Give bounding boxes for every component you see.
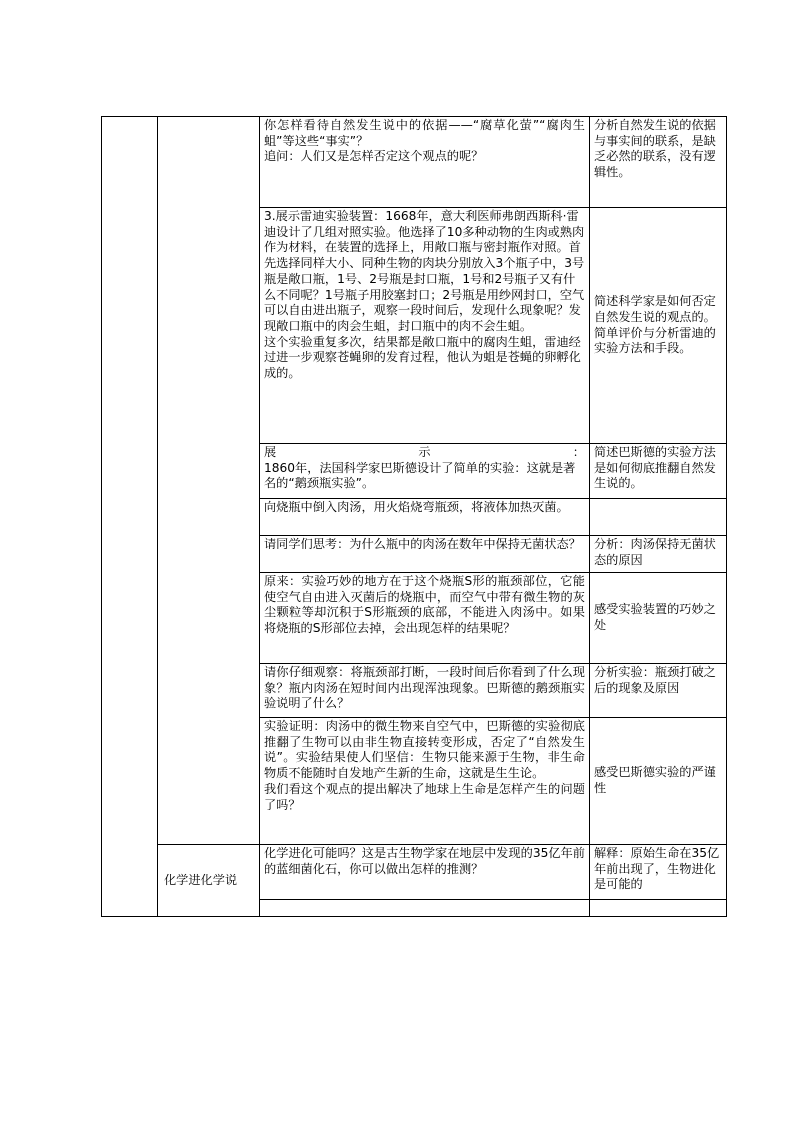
content-text: 3.展示雷迪实验装置：1668年，意大利医师弗朗西斯科·雷迪设计了几组对照实验。他选择了10多种动物的生肉或熟肉作为材料，在装置的选择上，用敞口瓶与密封瓶作对照。首先选择同样大小、同种生物的肉块分别放入3个瓶子中，3号瓶是敞口瓶，1号、2号瓶是封口瓶，1号和2号瓶子又有什么不同呢？1号瓶子用胶塞封口；2号瓶是用纱网封口，空气可以自由进出瓶子，观察一段时间后，发现什么现象呢？发现敞口瓶中的肉会生蛆，封口瓶中的肉不会生蛆。 — [264, 209, 585, 333]
note-cell: 分析：肉汤保持无菌状态的原因 — [590, 536, 727, 573]
lesson-plan-table — [101, 116, 727, 917]
content-text: 1860年，法国科学家巴斯德设计了简单的实验：这就是著名的“鹅颈瓶实验”。 — [264, 460, 576, 491]
content-cell: 原来：实验巧妙的地方在于这个烧瓶S形的瓶颈部位，它能使空气自由进入灭菌后的烧瓶中，而空气中带有微生物的灰尘颗粒等却沉积于S形瓶颈的底部，不能进入肉汤中。如果将烧瓶的S形部位去掉，会出现怎样的结果呢？ — [260, 573, 590, 664]
content-cell: 请你仔细观察：将瓶颈部打断，一段时间后你看到了什么现象？瓶内肉汤在短时间内出现浑浊现象。巴斯德的鹅颈瓶实验说明了什么？ — [260, 664, 590, 718]
content-text: 追问：人们又是怎样否定这个观点的呢？ — [264, 149, 484, 164]
note-cell: 分析自然发生说的依据与事实间的联系，是缺乏必然的联系，没有逻辑性。 — [590, 117, 727, 208]
content-cell: 请同学们思考：为什么瓶中的肉汤在数年中保持无菌状态？ — [260, 536, 590, 573]
note-cell — [590, 499, 727, 536]
note-cell: 简述巴斯德的实验方法是如何彻底推翻自然发生说的。 — [590, 444, 727, 499]
note-cell: 解释：原始生命在35亿年前出现了，生物进化是可能的 — [590, 845, 727, 900]
content-cell — [260, 718, 590, 845]
table-row — [102, 845, 727, 900]
content-cell: 化学进化可能吗？这是古生物学家在地层中发现的35亿年前的蓝细菌化石，你可以做出怎样的推测？ — [260, 845, 590, 900]
stage-label: 化学进化学说 — [158, 845, 260, 917]
content-text: 这个实验重复多次，结果都是敞口瓶中的腐肉生蛆，雷迪经过进一步观察苍蝇卵的发育过程，他认为蛆是苍蝇的卵孵化成的。 — [264, 334, 581, 381]
content-text: 我们看这个观点的提出解决了地球上生命是怎样产生的问题了吗？ — [264, 781, 585, 812]
content-cell — [260, 208, 590, 444]
note-cell: 感受实验装置的巧妙之处 — [590, 573, 727, 664]
note-cell: 分析实验：瓶颈打破之后的现象及原因 — [590, 664, 727, 718]
content-cell: 向烧瓶中倒入肉汤，用火焰烧弯瓶颈，将液体加热灭菌。 — [260, 499, 590, 536]
note-cell: 简述科学家是如何否定自然发生说的观点的。 简单评价与分析雷迪的实验方法和手段。 — [590, 208, 727, 444]
sub-stage-cell — [158, 117, 260, 845]
empty-cell — [260, 900, 590, 917]
note-cell: 感受巴斯德实验的严谨性 — [590, 718, 727, 845]
content-cell — [260, 117, 590, 208]
content-text: 实验证明：肉汤中的微生物来自空气中，巴斯德的实验彻底推翻了生物可以由非生物直接转变形成，否定了“自然发生说”。实验结果使人们坚信：生物只能来源于生物，非生命物质不能随时自发地产生新的生命，这就是生生论。 — [264, 719, 585, 781]
content-text: 展示： — [264, 445, 585, 459]
content-text: 你怎样看待自然发生说中的依据——“腐草化萤”“腐肉生蛆”等这些“事实”？ — [264, 118, 585, 148]
empty-cell — [590, 900, 727, 917]
stage-column-cell — [102, 117, 158, 917]
content-cell — [260, 444, 590, 499]
table-row — [102, 117, 727, 208]
